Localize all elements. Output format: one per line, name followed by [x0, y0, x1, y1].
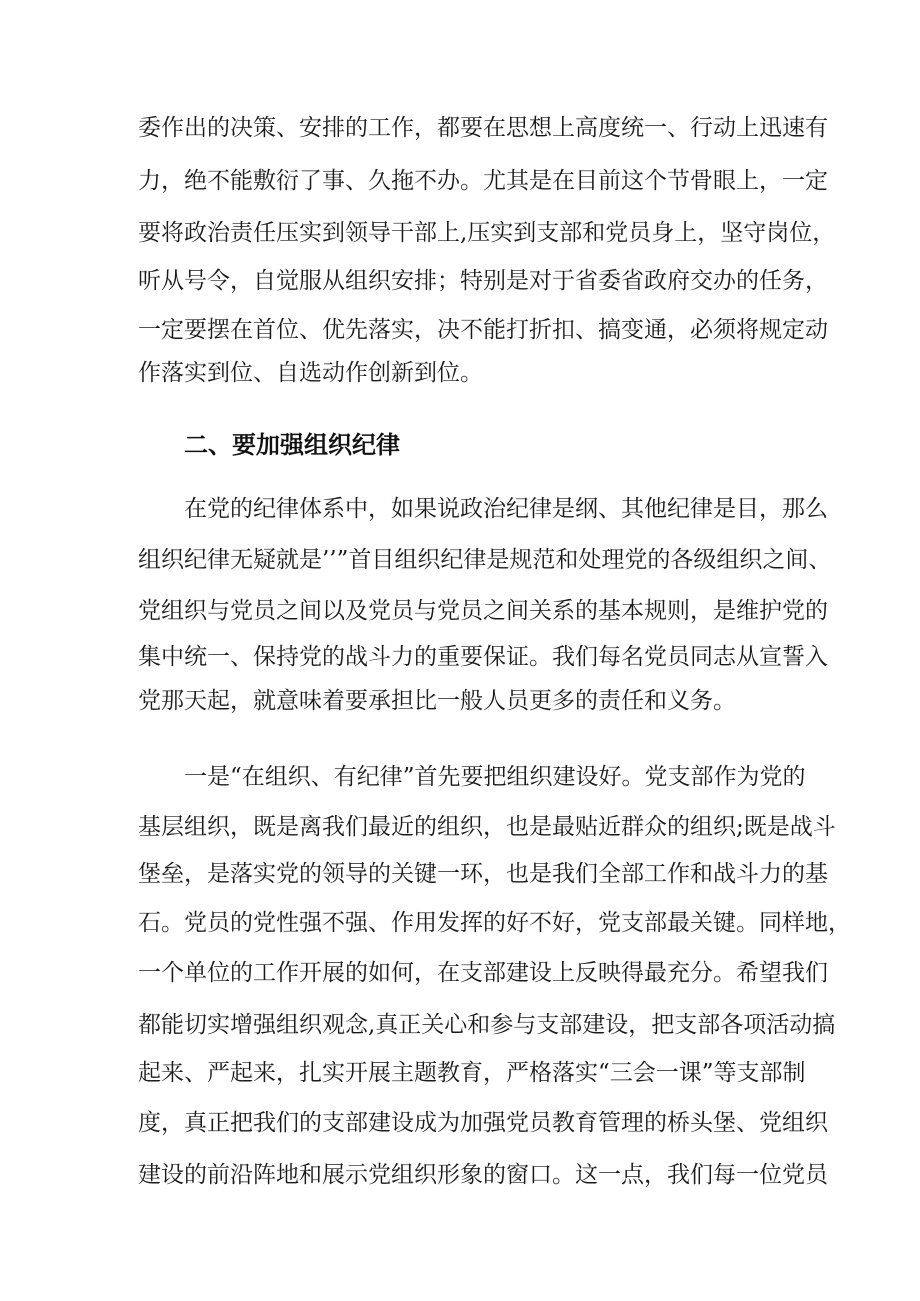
- paragraph-line: 党组织与党员之间以及党员与党员之间关系的基本规则，是维护党的: [138, 598, 828, 624]
- paragraph-line: 党那天起，就意味着要承担比一般人员更多的责任和义务。: [138, 688, 736, 714]
- paragraph-line: 听从号令，自觉服从组织安排；特别是对于省委省政府交办的任务，: [138, 268, 828, 294]
- paragraph-line: 基层组织，既是离我们最近的组织，也是最贴近群众的组织;既是战斗: [138, 814, 836, 840]
- paragraph-line: 委作出的决策、安排的工作，都要在思想上高度统一、行动上迅速有: [138, 115, 828, 141]
- paragraph-line: 建设的前沿阵地和展示党组织形象的窗口。这一点，我们每一位党员: [138, 1162, 828, 1188]
- paragraph-line: 一个单位的工作开展的如何，在支部建设上反映得最充分。希望我们: [138, 960, 828, 986]
- paragraph-line: 作落实到位、自选动作创新到位。: [138, 360, 483, 386]
- paragraph-line: 都能切实增强组织观念,真正关心和参与支部建设，把支部各项活动搞: [138, 1012, 836, 1038]
- paragraph-line: 石。党员的党性强不强、作用发挥的好不好，党支部最关键。同样地，: [138, 910, 851, 936]
- paragraph-line: 要将政治责任压实到领导干部上,压实到支部和党员身上，坚守岗位，: [138, 220, 836, 246]
- paragraph-line: 在党的纪律体系中，如果说政治纪律是纲、其他纪律是目，那么: [184, 496, 828, 522]
- paragraph-line: 一定要摆在首位、优先落实，决不能打折扣、搞变通，必须将规定动: [138, 317, 828, 343]
- section-heading: 二、要加强组织纪律: [184, 431, 400, 459]
- paragraph-line: 度，真正把我们的支部建设成为加强党员教育管理的桥头堡、党组织: [138, 1110, 828, 1136]
- paragraph-line: 组织纪律无疑就是’’”首目组织纪律是规范和处理党的各级组织之间、: [138, 547, 832, 573]
- paragraph-line: 集中统一、保持党的战斗力的重要保证。我们每名党员同志从宣誓入: [138, 644, 828, 670]
- paragraph-line: 力，绝不能敷衍了事、久拖不办。尤其是在目前这个节骨眼上，一定: [138, 168, 828, 194]
- paragraph-line: 起来、严起来，扎实开展主题教育，严格落实“三会一课”等支部制: [138, 1060, 806, 1086]
- paragraph-line: 一是“在组织、有纪律”首先要把组织建设好。党支部作为党的: [184, 764, 806, 790]
- paragraph-line: 堡垒，是落实党的领导的关键一环，也是我们全部工作和战斗力的基: [138, 861, 828, 887]
